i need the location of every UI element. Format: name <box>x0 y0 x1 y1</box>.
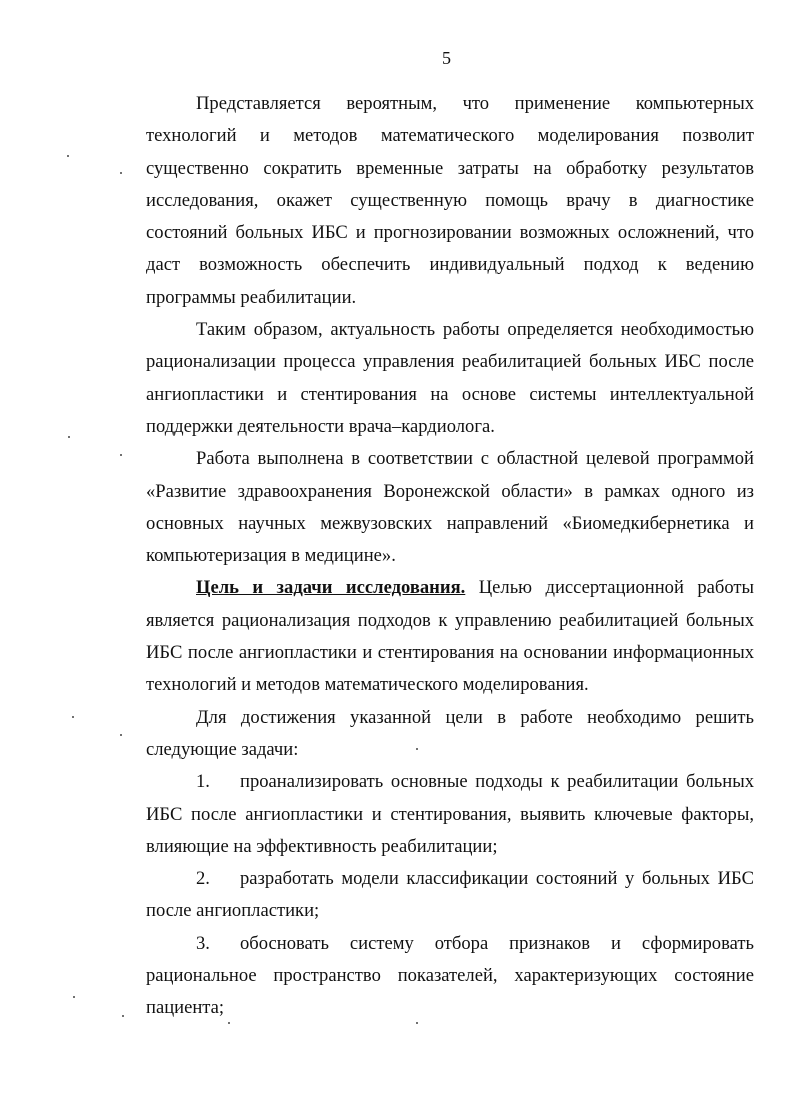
scan-speck <box>120 172 122 174</box>
paragraph-program: Работа выполнена в соответствии с областной целевой программой «Развитие здравоохранения Воронежской области» в рамках одного из основных научных межвузовских направлений «Биомедкибернетика и компьютеризация в медицине». <box>146 448 754 567</box>
goal-text: Целью диссертационной работы является рационализация подходов к управлению реабилитацией больных ИБС после ангиопластики и стентирования на основании информационных технологий и методов математического моделирования. <box>146 577 755 696</box>
task-item <box>146 766 754 863</box>
task-number: 1. <box>196 771 210 793</box>
scan-speck <box>416 1022 418 1024</box>
paragraph-relevance: Таким образом, актуальность работы определяется необходимостью рационализации процесса управления реабилитацией больных ИБС после ангиопластики и стентирования на основе системы интеллектуальной поддержки деятельности врача–кардиолога. <box>146 319 754 437</box>
scan-speck <box>73 996 75 998</box>
paragraph-computer-technologies: Представляется вероятным, что применение компьютерных технологий и методов математического моделирования позволит существенно сократить временные затраты на обработку результатов исследования, окажет существенную помощь врачу в диагностике состояний больных ИБС и прогнозировании возможных осложнений, что даст возможность обеспечить индивидуальный подход к ведению программы реабилитации. <box>146 93 754 308</box>
scan-speck <box>67 155 69 157</box>
task-text: обосновать систему отбора признаков и сформировать рациональное пространство показателей, характеризующих состояние пациента; <box>146 932 754 1019</box>
scan-speck <box>416 748 418 750</box>
task-number: 2. <box>196 868 210 890</box>
scan-speck <box>120 734 122 736</box>
scan-speck <box>72 716 74 718</box>
scan-speck <box>122 1015 124 1017</box>
task-number: 3. <box>196 932 210 954</box>
task-item <box>146 863 754 928</box>
task-item <box>146 928 754 1025</box>
task-text: разработать модели классификации состояний у больных ИБС после ангиопластики; <box>146 868 754 922</box>
scan-speck <box>120 454 122 456</box>
scan-speck <box>68 436 70 438</box>
page-number: 5 <box>442 48 451 68</box>
task-text: проанализировать основные подходы к реабилитации больных ИБС после ангиопластики и стентирования, выявить ключевые факторы, влияющие на эффективность реабилитации; <box>146 771 754 857</box>
paragraph-tasks-intro: Для достижения указанной цели в работе необходимо решить следующие задачи: <box>146 706 754 760</box>
goal-heading: Цель и задачи исследования. <box>196 577 466 599</box>
scan-speck <box>228 1022 230 1024</box>
document-body <box>146 88 754 1025</box>
paragraph-goal <box>146 572 754 701</box>
